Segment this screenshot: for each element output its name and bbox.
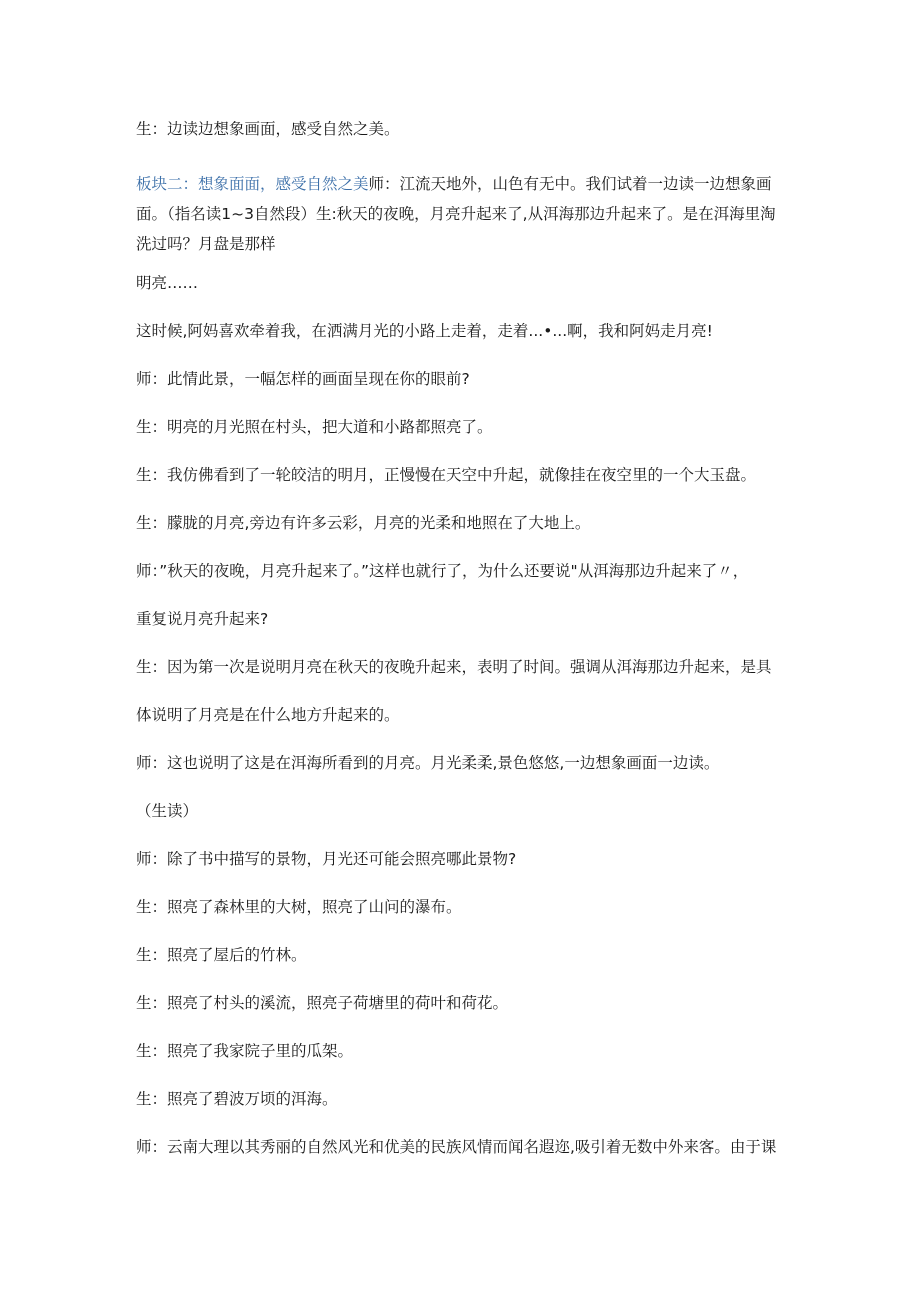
section-heading: 板块二：想象面面，感受自然之美: [136, 175, 369, 193]
text-line-16: 生：照亮了屋后的竹林。: [136, 946, 307, 964]
text-line-15: 生：照亮了森林里的大树，照亮了山问的瀑布。: [136, 898, 462, 916]
text-line-3: 这时候,阿妈喜欢牵着我，在洒满月光的小路上走着，走着...•...啊，我和阿妈走月亮!: [136, 322, 713, 340]
text-line-18: 生：照亮了我家院子里的瓜架。: [136, 1042, 354, 1060]
text-line-20: 师：云南大理以其秀丽的自然风光和优美的民族风情而闻名遐迩,吸引着无数中外来客。由于课: [136, 1138, 777, 1156]
text-line-1: 生：边读边想象画面，感受自然之美。: [136, 120, 400, 138]
text-line-6: 生：我仿佛看到了一轮皎洁的明月，正慢慢在天空中升起，就像挂在夜空里的一个大玉盘。: [136, 466, 757, 484]
text-line-10: 生：因为第一次是说明月亮在秋天的夜晚升起来，表明了时间。强调从洱海那边升起来，是具: [136, 658, 772, 676]
text-line-11: 体说明了月亮是在什么地方升起来的。: [136, 706, 400, 724]
text-line-17: 生：照亮了村头的溪流，照亮子荷塘里的荷叶和荷花。: [136, 994, 509, 1012]
text-line-2: 明亮……: [136, 274, 199, 292]
text-line-7: 生：朦胧的月亮,旁边有许多云彩，月亮的光柔和地照在了大地上。: [136, 514, 591, 532]
text-line-5: 生：明亮的月光照在村头，把大道和小路都照亮了。: [136, 418, 493, 436]
text-line-8: 师：”秋天的夜晚，月亮升起来了。”这样也就行了，为什么还要说"从洱海那边升起来了〃，: [136, 562, 749, 580]
section-body: 师：江流天地外，山色有无中。我们试着一边读一边想象画面。（指名读1~3自然段）生:秋天的夜晚，月亮升起来了,从洱海那边升起来了。是在洱海里淘洗过吗？月盘是那样: [136, 175, 776, 253]
text-line-13: （生读）: [136, 802, 199, 820]
text-line-14: 师：除了书中描写的景物，月光还可能会照亮哪此景物?: [136, 850, 517, 868]
text-line-12: 师：这也说明了这是在洱海所看到的月亮。月光柔柔,景色悠悠,一边想象画面一边读。: [136, 754, 720, 772]
text-line-4: 师：此情此景，一幅怎样的画面呈现在你的眼前?: [136, 370, 470, 388]
text-line-9: 重复说月亮升起来?: [136, 610, 269, 628]
text-line-19: 生：照亮了碧波万顷的洱海。: [136, 1090, 338, 1108]
section-paragraph: [136, 169, 788, 259]
